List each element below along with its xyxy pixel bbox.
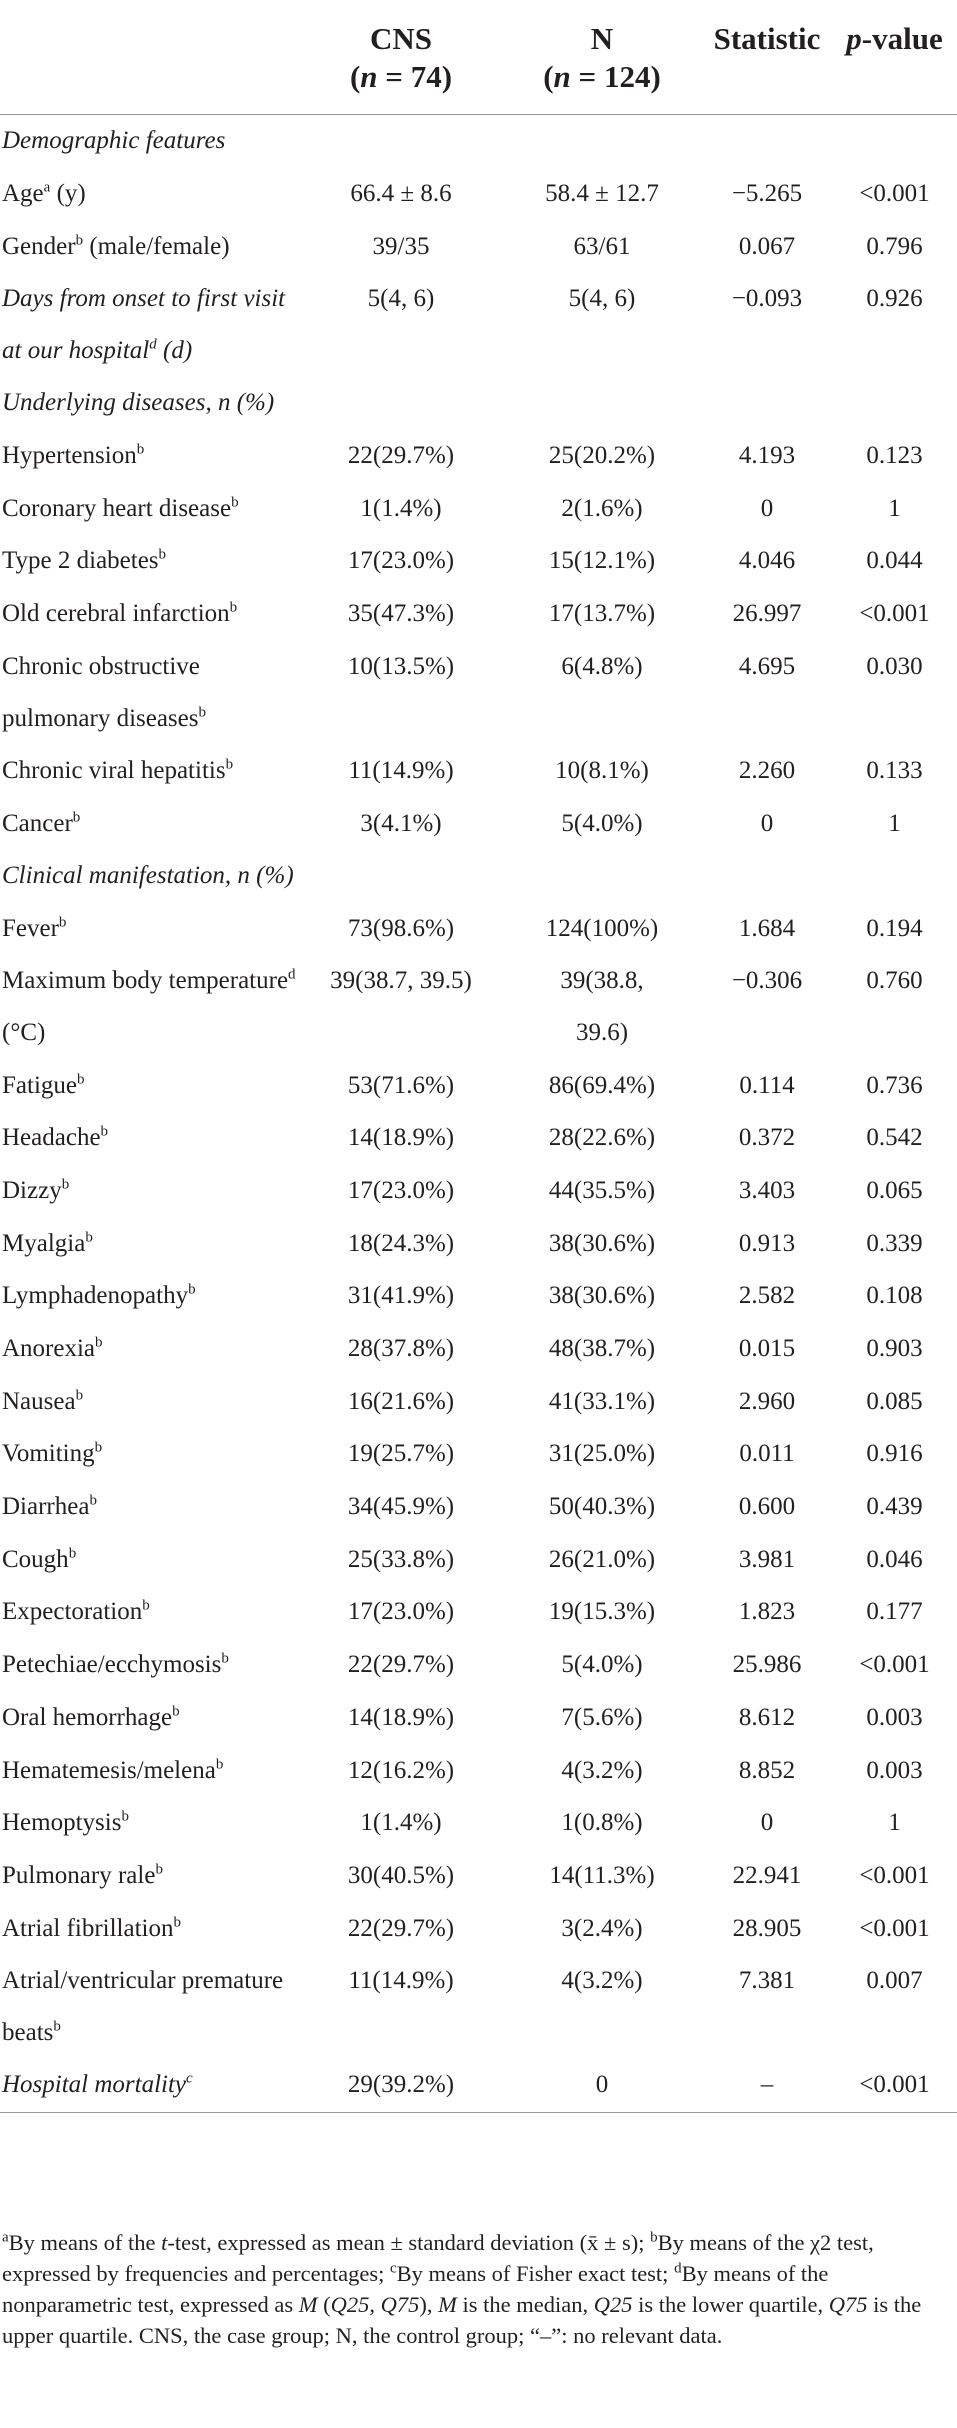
header-cns-n: (n = 74) (349, 59, 453, 94)
cell-cns: 25(33.8%) (347, 1545, 455, 1573)
row-label: Headache$^b$ (2, 1123, 109, 1152)
table-footnote: $^a$By means of the t-test, expressed as mean ± standard deviation (x̄ ± s); $^b$By means of the χ2 test, expressed by frequencies and percentages; $^c$By means of Fisher exact test; $^d$By means of the nonparametric test, expressed as M (Q25, Q75), M is the median, Q25 is the lower quartile, Q75 is the upper quartile. CNS, the case group; N, the control group; “–”: no relevant data. (2, 2229, 922, 2348)
table-header (0, 0, 957, 115)
cell-cns: 14(18.9%) (347, 1703, 455, 1731)
cell-cns: 5(4, 6) (367, 285, 435, 313)
header-n-n: (n = 124) (543, 59, 661, 94)
cell-p: 1 (888, 809, 901, 837)
cell-stat: 4.695 (738, 652, 796, 680)
cell-p: <0.001 (859, 1651, 930, 1679)
header-row (0, 0, 957, 115)
cell-stat: 0.372 (738, 1124, 796, 1152)
table-row (0, 955, 957, 1059)
cell-n: 6(4.8%) (561, 652, 643, 680)
cell-n: 15(12.1%) (548, 547, 656, 575)
header-cns-label: CNS (369, 21, 432, 56)
cell-stat: 0.114 (739, 1071, 795, 1099)
cell-n: 58.4 ± 12.7 (545, 180, 659, 208)
row-label: Myalgia$^b$ (2, 1229, 93, 1257)
table-row (0, 220, 957, 273)
row-label: Cough$^b$ (2, 1545, 77, 1573)
cell-n: 50(40.3%) (548, 1493, 656, 1521)
table-row (0, 1533, 957, 1586)
header-statistic: Statistic (702, 0, 832, 115)
cell-p: 0.542 (866, 1124, 923, 1152)
cell-cns: 17(23.0%) (347, 547, 455, 575)
table-row (0, 1375, 957, 1428)
cell-n: 26(21.0%) (548, 1545, 656, 1573)
table-row (0, 1270, 957, 1323)
table-row (0, 115, 957, 168)
cell-stat: −0.306 (731, 967, 803, 995)
cell-cns: 73(98.6%) (347, 914, 455, 942)
cell-cns (300, 377, 502, 430)
cell-n: 4(3.2%) (561, 1756, 643, 1784)
cell-n: 2(1.6%) (561, 494, 643, 522)
cell-cns: 53(71.6%) (347, 1071, 455, 1099)
table-row (0, 588, 957, 641)
table-row (0, 273, 957, 377)
cell-p: 0.044 (866, 547, 923, 575)
cell-stat: −0.093 (731, 285, 803, 313)
row-label: Nausea$^b$ (2, 1387, 84, 1415)
row-label: Expectoration$^b$ (2, 1598, 150, 1626)
cell-p: 0.926 (866, 285, 923, 313)
row-label: Anorexia$^b$ (2, 1334, 103, 1363)
row-label: Type 2 diabetes$^b$ (2, 547, 167, 575)
table-row (0, 1692, 957, 1745)
cell-p: <0.001 (859, 1914, 930, 1942)
cell-cns: 22(29.7%) (347, 1914, 455, 1942)
cell-stat (702, 377, 832, 430)
cell-n: 10(8.1%) (555, 756, 649, 784)
table-row (0, 1797, 957, 1850)
cell-cns: 14(18.9%) (347, 1124, 455, 1152)
header-cns (300, 0, 502, 115)
row-label: Cancer$^b$ (2, 809, 81, 837)
cell-cns (300, 115, 502, 168)
cell-p: 0.030 (866, 652, 923, 680)
cell-stat: 2.260 (738, 756, 796, 784)
cell-p: 0.796 (866, 232, 923, 260)
row-label: Days from onset to first visit at our hospital$^d$ (d) (2, 285, 286, 365)
table-row (0, 1850, 957, 1903)
header-blank (0, 0, 300, 115)
row-label: Age$^a$ (y) (2, 179, 86, 208)
cell-cns: 16(21.6%) (347, 1387, 455, 1415)
cell-stat: 0 (760, 1809, 774, 1837)
cell-stat: 0 (760, 494, 774, 522)
row-label: Oral hemorrhage$^b$ (2, 1703, 180, 1731)
cell-p: 0.736 (866, 1071, 923, 1099)
cell-p: 0.003 (866, 1703, 923, 1731)
row-label: Fatigue$^b$ (2, 1071, 85, 1099)
header-n-label: N (590, 21, 614, 56)
cell-stat: 1.823 (738, 1598, 796, 1626)
header-n (502, 0, 702, 115)
cell-n (502, 115, 702, 168)
row-label: Pulmonary rale$^b$ (2, 1861, 163, 1889)
cell-cns: 39/35 (372, 232, 430, 260)
table-row (0, 1217, 957, 1270)
cell-cns: 18(24.3%) (347, 1229, 455, 1257)
cell-n: 1(0.8%) (561, 1809, 643, 1837)
cell-p: <0.001 (832, 2059, 957, 2112)
cell-n: 14(11.3%) (549, 1861, 655, 1889)
cell-p: <0.001 (859, 1861, 930, 1889)
cell-stat: 4.193 (738, 442, 796, 470)
cell-stat: 4.046 (738, 547, 796, 575)
cell-n: 38(30.6%) (548, 1282, 656, 1310)
cell-p: 0.065 (866, 1176, 923, 1204)
cell-n: 7(5.6%) (561, 1703, 643, 1731)
cell-n: 31(25.0%) (548, 1440, 656, 1468)
header-pvalue: p-value (832, 0, 957, 115)
cell-p: 0.046 (866, 1545, 923, 1573)
cell-n: 28(22.6%) (548, 1124, 656, 1152)
cell-stat: 0.600 (738, 1493, 796, 1521)
table-row (0, 1955, 957, 2059)
cell-stat: 22.941 (732, 1861, 802, 1889)
table-row (0, 1902, 957, 1955)
cell-cns: 29(39.2%) (300, 2059, 502, 2112)
cell-stat: −5.265 (731, 180, 803, 208)
cell-n: 48(38.7%) (548, 1335, 656, 1363)
cell-n: 41(33.1%) (548, 1387, 656, 1415)
cell-stat: 2.960 (738, 1387, 796, 1415)
cell-stat: 0.015 (738, 1335, 796, 1363)
table-row (0, 430, 957, 483)
cell-stat: 25.986 (732, 1651, 802, 1679)
cell-cns: 11(14.9%) (348, 1966, 454, 1994)
row-label: Hypertension$^b$ (2, 441, 145, 470)
row-label: Demographic features (2, 127, 226, 154)
cell-stat: 7.381 (738, 1966, 796, 1994)
cell-cns: 66.4 ± 8.6 (350, 180, 452, 208)
row-label: Maximum body temperature$^d$ (°C) (2, 966, 296, 1047)
cell-p: 0.085 (866, 1387, 923, 1415)
cell-cns: 30(40.5%) (347, 1861, 455, 1889)
row-label: Gender$^b$ (male/female) (2, 232, 230, 260)
cell-stat: 3.981 (738, 1545, 796, 1573)
cell-stat: 3.403 (738, 1176, 796, 1204)
table-body (0, 115, 957, 2113)
row-label: Fever$^b$ (2, 914, 67, 942)
cell-cns: 17(23.0%) (347, 1176, 455, 1204)
table-row (0, 797, 957, 850)
cell-stat: 8.852 (738, 1756, 796, 1784)
cell-cns: 22(29.7%) (347, 1651, 455, 1679)
table-row (0, 1112, 957, 1165)
row-label: Dizzy$^b$ (2, 1176, 70, 1204)
cell-stat: 8.612 (738, 1703, 796, 1731)
table-row (0, 1165, 957, 1218)
cell-n: 39(38.8, 39.6) (560, 967, 644, 1047)
row-label: Hemoptysis$^b$ (2, 1808, 129, 1837)
table-row (0, 850, 957, 903)
cell-p: <0.001 (859, 600, 930, 628)
cell-p: 0.916 (866, 1440, 923, 1468)
cell-stat: 0 (760, 809, 774, 837)
cell-stat: 0.011 (739, 1440, 795, 1468)
cell-cns: 12(16.2%) (347, 1756, 455, 1784)
table-row (0, 641, 957, 745)
row-label: Diarrhea$^b$ (2, 1492, 97, 1521)
cell-stat: 28.905 (732, 1914, 802, 1942)
cell-stat: 2.582 (738, 1282, 796, 1310)
cell-cns: 35(47.3%) (347, 600, 455, 628)
cell-stat (702, 850, 832, 903)
cell-n: 5(4.0%) (561, 809, 643, 837)
cell-p: 0.194 (866, 914, 923, 942)
table-row (0, 1059, 957, 1112)
cell-cns: 28(37.8%) (347, 1335, 455, 1363)
cell-cns: 19(25.7%) (347, 1440, 455, 1468)
cell-cns: 10(13.5%) (347, 652, 455, 680)
row-label: Vomiting$^b$ (2, 1440, 103, 1468)
cell-p (832, 377, 957, 430)
cell-cns: 1(1.4%) (360, 1809, 442, 1837)
cell-stat: 26.997 (732, 600, 802, 628)
cell-n (502, 377, 702, 430)
table-row (0, 1323, 957, 1376)
cell-cns: 3(4.1%) (360, 809, 442, 837)
row-label: Chronic viral hepatitis$^b$ (2, 756, 234, 784)
table-row (0, 377, 957, 430)
cell-p: 0.177 (866, 1598, 923, 1626)
cell-stat: 0.913 (738, 1229, 796, 1257)
row-label: Petechiae/ecchymosis$^b$ (2, 1650, 229, 1679)
cell-cns (300, 850, 502, 903)
cell-n: 17(13.7%) (548, 600, 656, 628)
table-row (0, 168, 957, 221)
cell-n: 124(100%) (545, 914, 659, 942)
cell-p: 1 (888, 494, 901, 522)
cell-cns: 39(38.7, 39.5) (330, 967, 472, 995)
table-row (0, 1428, 957, 1481)
cell-p: 0.108 (866, 1282, 923, 1310)
cell-n: 4(3.2%) (561, 1966, 643, 1994)
cell-p (832, 115, 957, 168)
cell-p: 0.439 (866, 1493, 923, 1521)
row-label: Atrial fibrillation$^b$ (2, 1914, 181, 1942)
row-label: Lymphadenopathy$^b$ (2, 1282, 196, 1310)
table-row (0, 1481, 957, 1534)
table-row (0, 2059, 957, 2112)
table-row (0, 1586, 957, 1639)
row-label: Hematemesis/melena$^b$ (2, 1756, 224, 1784)
cell-stat: 0.067 (738, 232, 796, 260)
row-label: Coronary heart disease$^b$ (2, 494, 239, 522)
cell-p: 0.003 (866, 1756, 923, 1784)
cell-p (832, 850, 957, 903)
cell-p: 0.339 (866, 1229, 923, 1257)
cell-n (502, 850, 702, 903)
cell-p: 1 (888, 1809, 901, 1837)
cell-p: 0.903 (866, 1335, 923, 1363)
cell-n: 25(20.2%) (548, 442, 656, 470)
table-row (0, 1744, 957, 1797)
cell-cns: 34(45.9%) (347, 1493, 455, 1521)
cell-cns: 22(29.7%) (347, 442, 455, 470)
row-label: Old cerebral infarction$^b$ (2, 599, 238, 628)
cell-n: 5(4.0%) (561, 1651, 643, 1679)
cell-n: 5(4, 6) (568, 285, 636, 313)
cell-n: 44(35.5%) (548, 1176, 656, 1204)
cell-cns: 11(14.9%) (348, 756, 454, 784)
cell-stat: – (702, 2059, 832, 2112)
row-label: Underlying diseases, n (%) (2, 389, 275, 417)
table-row (0, 535, 957, 588)
table-row (0, 482, 957, 535)
table-row (0, 903, 957, 956)
cell-cns: 31(41.9%) (347, 1282, 455, 1310)
cell-n: 0 (502, 2059, 702, 2112)
cell-p: 0.133 (866, 756, 923, 784)
row-label: Chronic obstructive pulmonary diseases$^b$ (2, 652, 206, 732)
cell-stat (702, 115, 832, 168)
cell-n: 63/61 (573, 232, 631, 260)
table-row (0, 745, 957, 798)
cell-n: 3(2.4%) (561, 1914, 643, 1942)
cell-cns: 17(23.0%) (347, 1598, 455, 1626)
cell-p: 0.123 (866, 442, 923, 470)
cell-n: 19(15.3%) (548, 1598, 656, 1626)
cell-n: 38(30.6%) (548, 1229, 656, 1257)
cell-p: 0.760 (866, 967, 923, 995)
cell-n: 86(69.4%) (548, 1071, 656, 1099)
row-label: Atrial/ventricular premature beats$^b$ (2, 1966, 284, 2046)
cell-stat: 1.684 (738, 914, 796, 942)
cell-cns: 1(1.4%) (360, 494, 442, 522)
cell-p: 0.007 (866, 1966, 923, 1994)
row-label: Clinical manifestation, n (%) (2, 861, 294, 889)
cell-p: <0.001 (859, 180, 930, 208)
table-row (0, 1639, 957, 1692)
row-label: Hospital mortality$^c$ (0, 2059, 300, 2112)
